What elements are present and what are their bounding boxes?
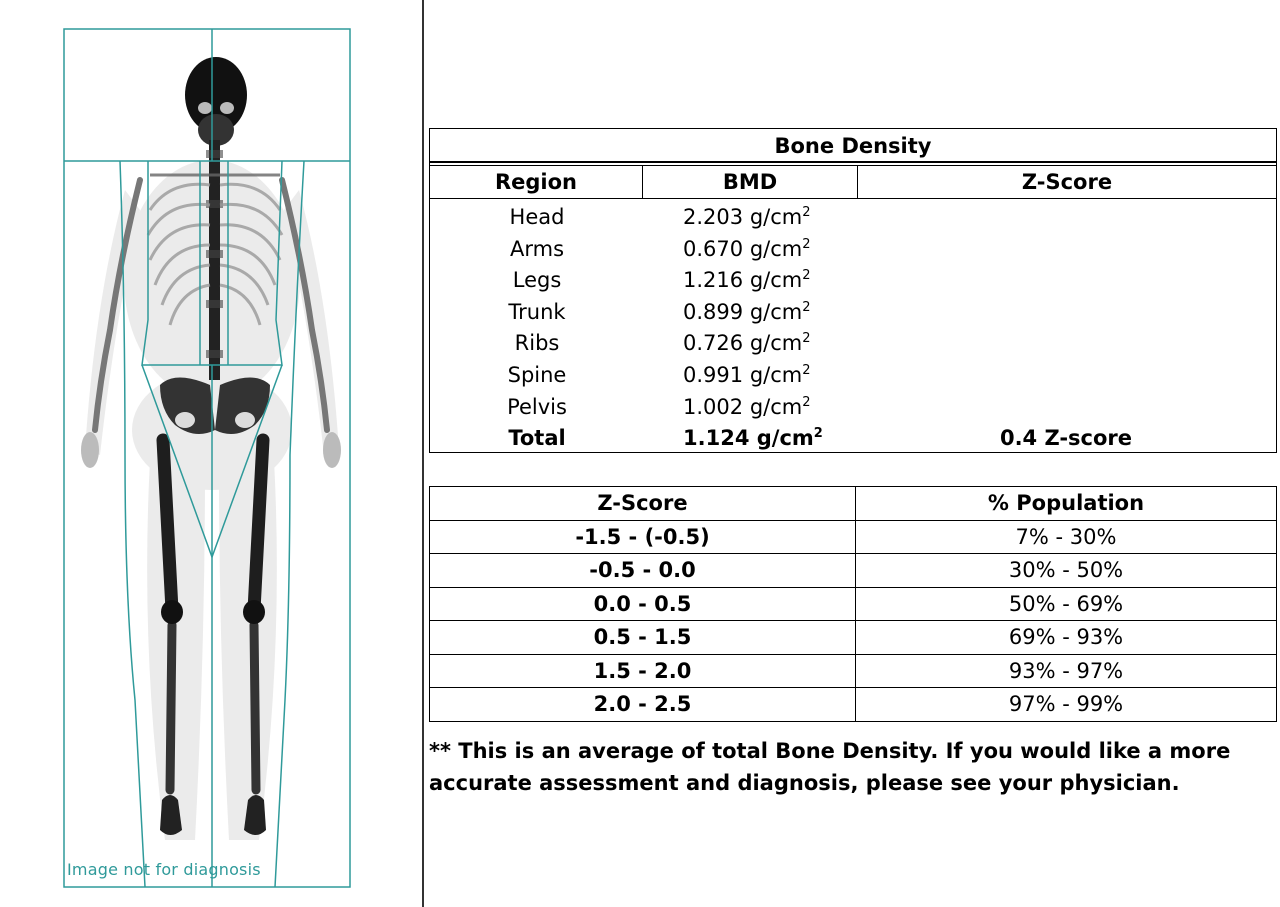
region-cell: Legs [512, 268, 562, 293]
table-row [430, 392, 1276, 424]
population-cell: 69% - 93% [856, 621, 1277, 655]
bone-density-title: Bone Density [430, 129, 1276, 163]
zscore-range-cell: -1.5 - (-0.5) [430, 520, 856, 554]
table-row [430, 587, 1277, 621]
bmd-cell: 1.002 $g/cm^2$ [683, 394, 811, 419]
table-row [430, 654, 1277, 688]
zscore-cell [856, 234, 1276, 266]
zscore-cell [856, 297, 1276, 329]
zscore-range-cell: 0.0 - 0.5 [430, 587, 856, 621]
bone-density-header-row [430, 165, 1276, 199]
bmd-cell: 0.899 $g/cm^2$ [683, 299, 811, 324]
table-row [430, 328, 1276, 360]
population-cell: 30% - 50% [856, 554, 1277, 588]
bmd-cell: 1.216 $g/cm^2$ [683, 268, 811, 293]
table-row [430, 265, 1276, 297]
bmd-cell: 0.670 $g/cm^2$ [683, 236, 811, 261]
population-cell: 50% - 69% [856, 587, 1277, 621]
skeleton-scan-image [0, 0, 422, 907]
table-row [430, 554, 1277, 588]
region-cell: Arms [509, 236, 565, 261]
table-row [430, 202, 1276, 234]
zscore-cell [856, 328, 1276, 360]
table-row [430, 688, 1277, 722]
zscore-range-cell: -0.5 - 0.0 [430, 554, 856, 588]
zscore-cell: 0.4 Z-score [999, 426, 1133, 451]
dexa-scan-panel [0, 0, 422, 907]
zscore-cell [856, 360, 1276, 392]
region-column-header: Region [430, 166, 643, 198]
region-cell: Pelvis [507, 394, 567, 419]
zscore-column-header: Z-Score [430, 487, 856, 521]
region-cell: Ribs [514, 331, 560, 356]
knee-bones [161, 600, 265, 624]
region-cell: Total [508, 426, 566, 451]
foot-bones [160, 795, 266, 835]
table-row [430, 234, 1276, 266]
zscore-range-cell: 1.5 - 2.0 [430, 654, 856, 688]
region-cell: Spine [507, 362, 567, 387]
table-row [430, 360, 1276, 392]
table-row [430, 520, 1277, 554]
scan-caption: Image not for diagnosis [67, 860, 261, 879]
disclaimer-note [429, 735, 1259, 799]
skull-bone [185, 57, 247, 146]
total-row [430, 423, 1276, 455]
zscore-cell [856, 202, 1276, 234]
zscore-column-header: Z-Score [1021, 170, 1113, 194]
population-cell: 97% - 99% [856, 688, 1277, 722]
population-cell: 93% - 97% [856, 654, 1277, 688]
zscore-range-cell: 0.5 - 1.5 [430, 621, 856, 655]
region-cell: Head [509, 205, 565, 229]
population-column-header: % Population [856, 487, 1277, 521]
bone-density-rows [430, 199, 1276, 455]
bmd-cell: 0.726 $g/cm^2$ [683, 331, 811, 356]
region-cell: Trunk [508, 299, 566, 324]
bmd-cell: 2.203 $g/cm^2$ [683, 205, 811, 229]
bmd-cell: 1.124 $g/cm^2$ [683, 426, 823, 451]
vertical-divider [422, 0, 424, 907]
table-row [430, 297, 1276, 329]
bone-density-table [429, 128, 1277, 453]
table-row [430, 621, 1277, 655]
disclaimer-line-1: ** This is an average of total Bone Density. If you would like a more [429, 739, 1231, 763]
zscore-header-row [430, 487, 1277, 521]
disclaimer-line-2: accurate assessment and diagnosis, please see your physician. [429, 771, 1180, 795]
bmd-cell: 0.991 $g/cm^2$ [683, 362, 811, 387]
population-cell: 7% - 30% [856, 520, 1277, 554]
zscore-range-cell: 2.0 - 2.5 [430, 688, 856, 722]
zscore-population-table [429, 486, 1277, 722]
zscore-cell [856, 265, 1276, 297]
zscore-cell [856, 392, 1276, 424]
bmd-column-header: BMD [643, 166, 858, 198]
